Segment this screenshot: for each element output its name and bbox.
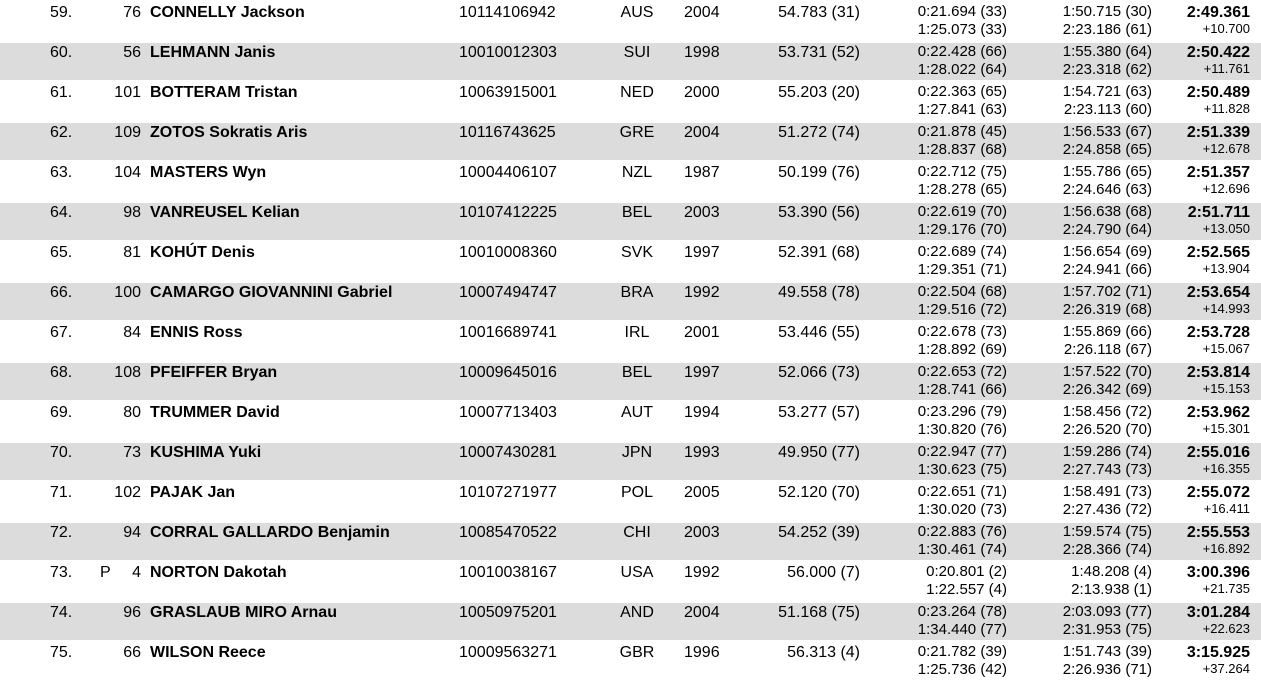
- total-time: 2:55.072: [1186, 484, 1250, 501]
- split-3: 1:55.380 (64): [1062, 43, 1152, 60]
- table-row: [0, 440, 1261, 480]
- speed-cell: 53.390 (56): [778, 204, 860, 221]
- total-time: 2:53.728: [1186, 324, 1250, 341]
- split-1: 0:21.694 (33): [917, 3, 1007, 20]
- split-4: 2:26.936 (71): [1062, 661, 1152, 678]
- rank-cell: 68.: [50, 364, 73, 381]
- speed-cell: 50.199 (76): [778, 164, 860, 181]
- time-gap: +22.623: [1202, 621, 1250, 636]
- time-gap: +11.828: [1203, 101, 1250, 116]
- birth-year: 2004: [684, 604, 720, 621]
- split-1: 0:22.653 (72): [917, 363, 1007, 380]
- table-row: [0, 200, 1261, 240]
- athlete-name: CONNELLY Jackson: [150, 4, 305, 21]
- nation-code: SUI: [623, 44, 651, 61]
- split-2: 1:28.741 (66): [917, 381, 1007, 398]
- nation-code: NED: [620, 84, 654, 101]
- split-4: 2:23.318 (62): [1062, 61, 1152, 78]
- time-gap: +16.355: [1202, 461, 1250, 476]
- split-1: 0:22.712 (75): [917, 163, 1007, 180]
- speed-cell: 51.168 (75): [778, 604, 860, 621]
- rank-cell: 71.: [50, 484, 73, 501]
- split-3: 1:58.456 (72): [1062, 403, 1152, 420]
- time-gap: +12.678: [1202, 141, 1250, 156]
- time-gap: +12.696: [1202, 181, 1250, 196]
- split-3: 1:56.638 (68): [1062, 203, 1152, 220]
- time-gap: +14.993: [1202, 301, 1250, 316]
- bib-cell: 100: [114, 284, 141, 301]
- fis-code: 10010012303: [459, 44, 557, 61]
- speed-cell: 56.313 (4): [787, 644, 860, 661]
- split-2: 1:30.623 (75): [917, 461, 1007, 478]
- split-1: 0:22.947 (77): [917, 443, 1007, 460]
- split-1: 0:21.782 (39): [917, 643, 1007, 660]
- table-row: [0, 520, 1261, 560]
- table-row: [0, 400, 1261, 440]
- athlete-name: TRUMMER David: [150, 404, 280, 421]
- bib-cell: 66: [123, 644, 141, 661]
- split-2: 1:22.557 (4): [926, 581, 1007, 598]
- split-1: 0:22.651 (71): [917, 483, 1007, 500]
- speed-cell: 53.446 (55): [778, 324, 860, 341]
- athlete-name: MASTERS Wyn: [150, 164, 267, 181]
- nation-code: GRE: [619, 124, 655, 141]
- birth-year: 2003: [684, 524, 720, 541]
- total-time: 2:53.654: [1186, 284, 1250, 301]
- bib-cell: 80: [123, 404, 141, 421]
- fis-code: 10050975201: [459, 604, 557, 621]
- rank-cell: 63.: [50, 164, 73, 181]
- athlete-name: VANREUSEL Kelian: [150, 204, 300, 221]
- split-4: 2:24.941 (66): [1062, 261, 1152, 278]
- bib-cell: 109: [114, 124, 141, 141]
- split-1: 0:21.878 (45): [917, 123, 1007, 140]
- fis-code: 10010038167: [459, 564, 557, 581]
- total-time: 2:51.711: [1187, 204, 1250, 221]
- fis-code: 10007430281: [459, 444, 557, 461]
- rank-cell: 74.: [50, 604, 73, 621]
- speed-cell: 56.000 (7): [787, 564, 860, 581]
- speed-cell: 52.391 (68): [778, 244, 860, 261]
- total-time: 2:49.361: [1186, 4, 1250, 21]
- fis-code: 10009563271: [459, 644, 557, 661]
- birth-year: 2003: [684, 204, 720, 221]
- table-row: [0, 600, 1261, 640]
- time-gap: +15.153: [1202, 381, 1250, 396]
- split-2: 1:34.440 (77): [917, 621, 1007, 638]
- split-3: 1:56.654 (69): [1062, 243, 1152, 260]
- total-time: 2:51.357: [1186, 164, 1250, 181]
- speed-cell: 52.120 (70): [778, 484, 860, 501]
- birth-year: 1996: [684, 644, 720, 661]
- split-1: 0:22.678 (73): [917, 323, 1007, 340]
- birth-year: 2001: [684, 324, 720, 341]
- speed-cell: 49.950 (77): [778, 444, 860, 461]
- split-3: 1:51.743 (39): [1062, 643, 1152, 660]
- rank-cell: 59.: [50, 4, 73, 21]
- fis-code: 10016689741: [459, 324, 557, 341]
- total-time: 2:53.814: [1186, 364, 1250, 381]
- nation-code: AUT: [621, 404, 653, 421]
- split-4: 2:24.646 (63): [1062, 181, 1152, 198]
- total-time: 3:15.925: [1186, 644, 1250, 661]
- birth-year: 1994: [684, 404, 720, 421]
- athlete-name: ENNIS Ross: [150, 324, 243, 341]
- fis-code: 10010008360: [459, 244, 557, 261]
- split-3: 1:57.522 (70): [1062, 363, 1152, 380]
- split-2: 1:30.461 (74): [917, 541, 1007, 558]
- rank-cell: 69.: [50, 404, 73, 421]
- table-row: [0, 280, 1261, 320]
- bib-cell: 98: [123, 204, 141, 221]
- bib-cell: 76: [123, 4, 141, 21]
- birth-year: 1992: [684, 284, 720, 301]
- time-gap: +13.050: [1202, 221, 1250, 236]
- nation-code: BEL: [621, 204, 653, 221]
- speed-cell: 54.252 (39): [778, 524, 860, 541]
- rank-cell: 62.: [50, 124, 73, 141]
- total-time: 2:50.422: [1186, 44, 1250, 61]
- split-2: 1:25.736 (42): [917, 661, 1007, 678]
- nation-code: AUS: [620, 4, 654, 21]
- time-gap: +37.264: [1202, 661, 1250, 676]
- split-3: 1:54.721 (63): [1062, 83, 1152, 100]
- speed-cell: 53.731 (52): [778, 44, 860, 61]
- rank-cell: 66.: [50, 284, 73, 301]
- bib-cell: 108: [114, 364, 141, 381]
- fis-code: 10063915001: [459, 84, 557, 101]
- split-3: 1:50.715 (30): [1062, 3, 1152, 20]
- bib-cell: 94: [123, 524, 141, 541]
- split-4: 2:24.858 (65): [1062, 141, 1152, 158]
- athlete-name: BOTTERAM Tristan: [150, 84, 298, 101]
- bib-cell: 104: [114, 164, 141, 181]
- split-1: 0:22.689 (74): [917, 243, 1007, 260]
- time-gap: +13.904: [1202, 261, 1250, 276]
- total-time: 2:55.553: [1186, 524, 1250, 541]
- nation-code: NZL: [621, 164, 653, 181]
- split-3: 1:48.208 (4): [1071, 563, 1152, 580]
- time-gap: +15.301: [1202, 421, 1250, 436]
- split-4: 2:26.319 (68): [1062, 301, 1152, 318]
- split-4: 2:26.118 (67): [1063, 341, 1152, 358]
- split-2: 1:29.351 (71): [917, 261, 1007, 278]
- athlete-name: PFEIFFER Bryan: [150, 364, 278, 381]
- nation-code: IRL: [624, 324, 650, 341]
- rank-cell: 65.: [50, 244, 73, 261]
- athlete-name: KOHÚT Denis: [150, 244, 255, 261]
- rank-cell: 64.: [50, 204, 73, 221]
- athlete-name: GRASLAUB MIRO Arnau: [150, 604, 337, 621]
- split-3: 1:55.786 (65): [1062, 163, 1152, 180]
- athlete-name: CORRAL GALLARDO Benjamin: [150, 524, 390, 541]
- split-2: 1:28.837 (68): [917, 141, 1007, 158]
- table-row: [0, 640, 1261, 680]
- split-4: 2:23.113 (60): [1063, 101, 1152, 118]
- total-time: 2:52.565: [1186, 244, 1250, 261]
- table-row: [0, 120, 1261, 160]
- total-time: 2:53.962: [1186, 404, 1250, 421]
- nation-code: POL: [620, 484, 653, 501]
- table-row: [0, 40, 1261, 80]
- split-3: 1:59.574 (75): [1062, 523, 1152, 540]
- table-row: [0, 480, 1261, 520]
- split-4: 2:31.953 (75): [1062, 621, 1152, 638]
- nation-code: AND: [620, 604, 654, 621]
- split-2: 1:28.278 (65): [917, 181, 1007, 198]
- rank-cell: 73.: [50, 564, 73, 581]
- time-gap: +16.892: [1202, 541, 1250, 556]
- nation-code: BEL: [621, 364, 653, 381]
- split-2: 1:30.020 (73): [917, 501, 1007, 518]
- split-1: 0:22.504 (68): [917, 283, 1007, 300]
- bib-cell: 73: [123, 444, 141, 461]
- split-4: 2:24.790 (64): [1062, 221, 1152, 238]
- athlete-name: ZOTOS Sokratis Aris: [150, 124, 308, 141]
- nation-code: CHI: [623, 524, 651, 541]
- speed-cell: 52.066 (73): [778, 364, 860, 381]
- speed-cell: 51.272 (74): [778, 124, 860, 141]
- split-3: 1:59.286 (74): [1062, 443, 1152, 460]
- time-gap: +21.735: [1202, 581, 1250, 596]
- rank-cell: 60.: [50, 44, 73, 61]
- athlete-name: PAJAK Jan: [150, 484, 236, 501]
- speed-cell: 54.783 (31): [778, 4, 860, 21]
- table-row: [0, 240, 1261, 280]
- nation-code: BRA: [620, 284, 654, 301]
- split-1: 0:23.296 (79): [917, 403, 1007, 420]
- nation-code: SVK: [620, 244, 653, 261]
- fis-code: 10004406107: [459, 164, 557, 181]
- split-4: 2:28.366 (74): [1062, 541, 1152, 558]
- total-time: 3:00.396: [1186, 564, 1250, 581]
- time-gap: +16.411: [1203, 501, 1250, 516]
- birth-year: 2004: [684, 124, 720, 141]
- fis-code: 10107412225: [459, 204, 557, 221]
- time-gap: +10.700: [1202, 21, 1250, 36]
- table-row: [0, 360, 1261, 400]
- birth-year: 2000: [684, 84, 720, 101]
- athlete-name: CAMARGO GIOVANNINI Gabriel: [150, 284, 393, 301]
- split-4: 2:26.520 (70): [1062, 421, 1152, 438]
- speed-cell: 55.203 (20): [778, 84, 860, 101]
- split-1: 0:20.801 (2): [926, 563, 1007, 580]
- table-row: [0, 160, 1261, 200]
- birth-year: 1998: [684, 44, 720, 61]
- table-row: [0, 320, 1261, 360]
- rank-cell: 72.: [50, 524, 73, 541]
- split-1: 0:22.883 (76): [917, 523, 1007, 540]
- split-2: 1:25.073 (33): [917, 21, 1007, 38]
- fis-code: 10009645016: [459, 364, 557, 381]
- birth-year: 1993: [684, 444, 720, 461]
- speed-cell: 53.277 (57): [778, 404, 860, 421]
- split-1: 0:22.428 (66): [917, 43, 1007, 60]
- total-time: 3:01.284: [1186, 604, 1250, 621]
- split-4: 2:13.938 (1): [1071, 581, 1152, 598]
- bib-cell: 102: [114, 484, 141, 501]
- total-time: 2:55.016: [1186, 444, 1250, 461]
- bib-cell: 101: [114, 84, 141, 101]
- bib-cell: 81: [123, 244, 141, 261]
- split-3: 1:57.702 (71): [1062, 283, 1152, 300]
- fis-code: 10007494747: [459, 284, 557, 301]
- split-3: 2:03.093 (77): [1062, 603, 1152, 620]
- split-1: 0:22.363 (65): [917, 83, 1007, 100]
- table-row: [0, 80, 1261, 120]
- split-4: 2:26.342 (69): [1062, 381, 1152, 398]
- total-time: 2:50.489: [1186, 84, 1250, 101]
- bib-cell: 56: [123, 44, 141, 61]
- birth-year: 2005: [684, 484, 720, 501]
- athlete-name: NORTON Dakotah: [150, 564, 287, 581]
- split-4: 2:27.743 (73): [1062, 461, 1152, 478]
- table-row: [0, 0, 1261, 40]
- rank-cell: 70.: [50, 444, 73, 461]
- split-3: 1:58.491 (73): [1062, 483, 1152, 500]
- split-1: 0:23.264 (78): [917, 603, 1007, 620]
- fis-code: 10116743625: [459, 124, 556, 141]
- total-time: 2:51.339: [1186, 124, 1250, 141]
- birth-year: 1997: [684, 364, 720, 381]
- speed-cell: 49.558 (78): [778, 284, 860, 301]
- rank-cell: 61.: [50, 84, 73, 101]
- birth-year: 1987: [684, 164, 720, 181]
- bib-cell: 84: [123, 324, 141, 341]
- status-cell: P: [100, 564, 111, 581]
- split-2: 1:27.841 (63): [917, 101, 1007, 118]
- split-2: 1:30.820 (76): [917, 421, 1007, 438]
- fis-code: 10107271977: [459, 484, 557, 501]
- birth-year: 2004: [684, 4, 720, 21]
- split-4: 2:23.186 (61): [1062, 21, 1152, 38]
- fis-code: 10114106942: [459, 4, 556, 21]
- birth-year: 1997: [684, 244, 720, 261]
- split-2: 1:29.516 (72): [917, 301, 1007, 318]
- split-2: 1:29.176 (70): [917, 221, 1007, 238]
- athlete-name: WILSON Reece: [150, 644, 266, 661]
- bib-cell: 96: [123, 604, 141, 621]
- rank-cell: 67.: [50, 324, 73, 341]
- split-2: 1:28.022 (64): [917, 61, 1007, 78]
- time-gap: +15.067: [1202, 341, 1250, 356]
- time-gap: +11.761: [1203, 61, 1250, 76]
- athlete-name: LEHMANN Janis: [150, 44, 276, 61]
- birth-year: 1992: [684, 564, 720, 581]
- nation-code: JPN: [621, 444, 653, 461]
- split-4: 2:27.436 (72): [1062, 501, 1152, 518]
- table-row: [0, 560, 1261, 600]
- nation-code: GBR: [619, 644, 655, 661]
- athlete-name: KUSHIMA Yuki: [150, 444, 262, 461]
- bib-cell: 4: [132, 564, 141, 581]
- rank-cell: 75.: [50, 644, 73, 661]
- split-1: 0:22.619 (70): [917, 203, 1007, 220]
- fis-code: 10007713403: [459, 404, 557, 421]
- split-3: 1:56.533 (67): [1062, 123, 1152, 140]
- fis-code: 10085470522: [459, 524, 557, 541]
- split-3: 1:55.869 (66): [1062, 323, 1152, 340]
- nation-code: USA: [620, 564, 654, 581]
- split-2: 1:28.892 (69): [917, 341, 1007, 358]
